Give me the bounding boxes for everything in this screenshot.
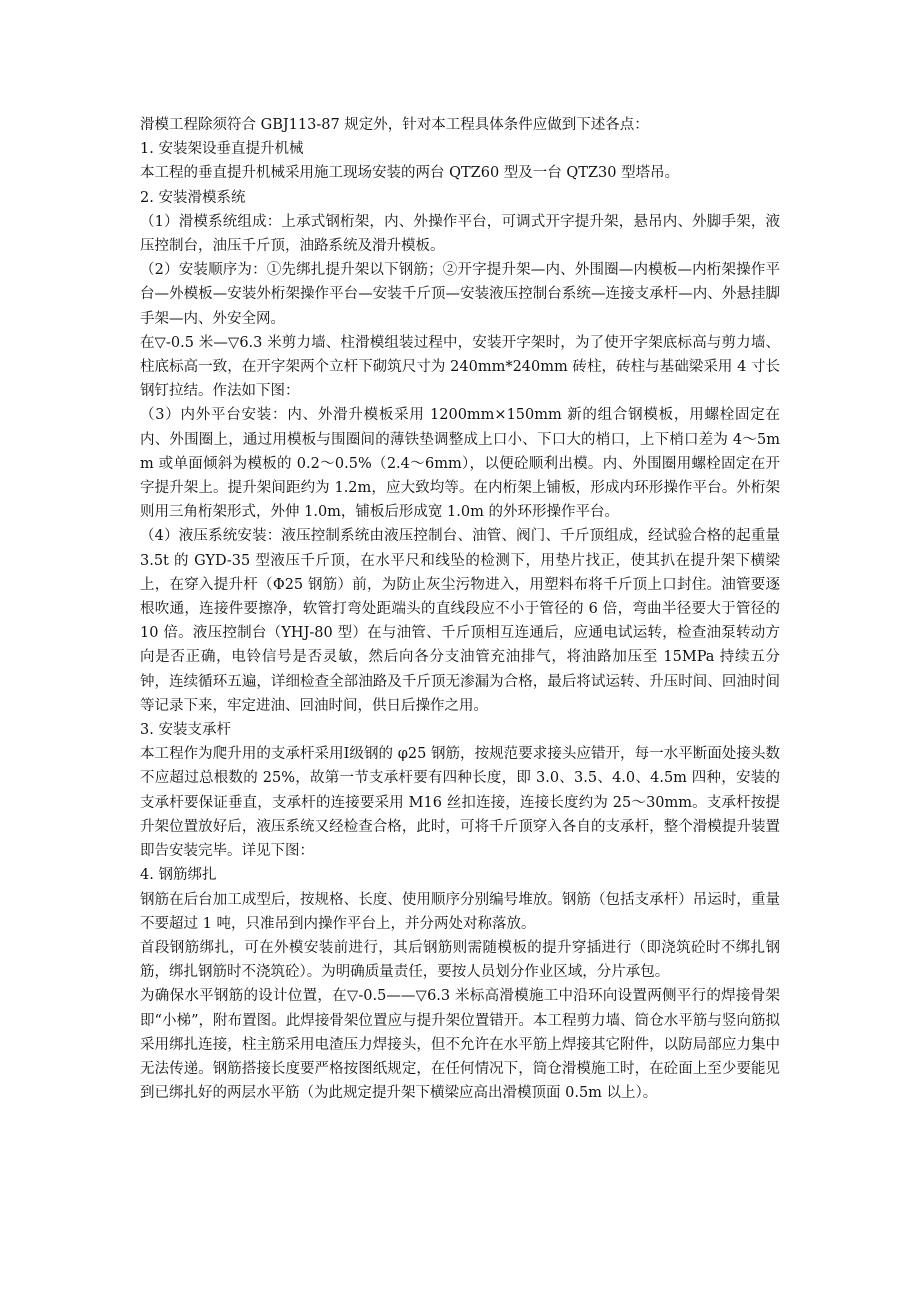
document-body bbox=[140, 113, 780, 1105]
section-2-item-4: （4）液压系统安装：液压控制系统由液压控制台、油管、阀门、千斤顶组成，经试验合格的起重量 3.5t 的 GYD-35 型液压千斤顶，在水平尺和线坠的检测下，用垫片找正，使其扒在提升架下横梁上，在穿入提升杆（Φ25 钢筋）前，为防止灰尘污物进入，用塑料布将千斤顶上口封住。油管要逐根吹通，连接件要擦净，软管打弯处距端头的直线段应不小于管径的 6 倍，弯曲半径要大于管径的 10 倍。液压控制台（YHJ-80 型）在与油管、千斤顶相互连通后，应通电试运转，检查油泵转动方向是否正确，电铃信号是否灵敏，然后向各分支油管充油排气，将油路加压至 15MPa 持续五分钟，连续循环五遍，详细检查全部油路及千斤顶无渗漏为合格，最后将试运转、升压时间、回油时间等记录下来，牢定进油、回油时间，供日后操作之用。 bbox=[140, 528, 780, 714]
section-2-note: 在▽-0.5 米—▽6.3 米剪力墙、柱滑模组装过程中，安装开字架时，为了使开字架底标高与剪力墙、柱底标高一致，在开字架两个立杆下砌筑尺寸为 240mm*240mm 砖柱，砖柱与基础梁采用 4 寸长钢钉拉结。作法如下图： bbox=[140, 334, 780, 400]
section-2-item-3: （3）内外平台安装：内、外滑升模板采用 1200mm×150mm 新的组合钢模板，用螺栓固定在内、外围圈上，通过用模板与围圈间的薄铁垫调整成上口小、下口大的梢口，上下梢口差为 4～5mm 或单面倾斜为模板的 0.2～0.5%（2.4～6mm），以便砼顺利出模。内、外围圈用螺栓固定在开字提升架上。提升架间距约为 1.2m，应大致均等。在内桁架上铺板，形成内环形操作平台。外桁架则用三角桁架形式，外伸 1.0m，铺板后形成宽 1.0m 的外环形操作平台。 bbox=[140, 407, 780, 521]
section-1-paragraph: 本工程的垂直提升机械采用施工现场安装的两台 QTZ60 型及一台 QTZ30 型塔吊。 bbox=[140, 165, 680, 182]
section-2-item-1: （1）滑模系统组成：上承式钢桁架，内、外操作平台，可调式开字提升架，悬吊内、外脚手架，液压控制台，油压千斤顶，油路系统及滑升模板。 bbox=[140, 213, 780, 255]
intro-paragraph: 滑模工程除须符合 GBJ113-87 规定外，针对本工程具体条件应做到下述各点： bbox=[140, 117, 649, 133]
section-4-paragraph-1: 钢筋在后台加工成型后，按规格、长度、使用顺序分别编号堆放。钢筋（包括支承杆）吊运时，重量不要超过 1 吨，只准吊到内操作平台上，并分两处对称落放。 bbox=[140, 891, 780, 932]
section-heading-3: 3. 安装支承杆 bbox=[140, 722, 231, 739]
section-4-paragraph-3: 为确保水平钢筋的设计位置，在▽-0.5——▽6.3 米标高滑模施工中沿环向设置两侧平行的焊接骨架即“小梯”，附布置图。此焊接骨架位置应与提升架位置错开。本工程剪力墙、筒仓水平筋与竖向筋拟采用绑扎连接，柱主筋采用电渣压力焊接头，但不允许在水平筋上焊接其它附件，以防局部应力集中无法传递。钢筋搭接长度要严格按图纸规定，在任何情况下，筒仓滑模施工时，在砼面上至少要能见到已绑扎好的两层水平筋（为此规定提升架下横梁应高出滑模顶面 0.5m 以上）。 bbox=[140, 988, 780, 1102]
section-3-paragraph: 本工程作为爬升用的支承杆采用Ⅰ级钢的 φ25 钢筋，按规范要求接头应错开，每一水平断面处接头数不应超过总根数的 25%，故第一节支承杆要有四种长度，即 3.0、3.5、4.0、4.5m 四种，安装的支承杆要保证垂直，支承杆的连接要采用 M16 丝扣连接，连接长度约为 25～30mm。支承杆按提升架位置放好后，液压系统又经检查合格，此时，可将千斤顶穿入各自的支承杆，整个滑模提升装置即告安装完毕。详见下图： bbox=[140, 746, 780, 860]
section-heading-2: 2. 安装滑模系统 bbox=[140, 189, 246, 206]
section-heading-4: 4. 钢筋绑扎 bbox=[140, 867, 217, 884]
section-heading-1: 1. 安装架设垂直提升机械 bbox=[140, 141, 304, 158]
section-4-paragraph-2: 首段钢筋绑扎，可在外模安装前进行，其后钢筋则需随模板的提升穿插进行（即浇筑砼时不绑扎钢筋，绑扎钢筋时不浇筑砼）。为明确质量责任，要按人员划分作业区域，分片承包。 bbox=[140, 939, 780, 981]
section-2-item-2: （2）安装顺序为：①先绑扎提升架以下钢筋；②开字提升架—内、外围圈—内模板—内桁架操作平台—外模板—安装外桁架操作平台—安装千斤顶—安装液压控制台系统—连接支承杆—内、外悬挂脚手架—内、外安全网。 bbox=[140, 262, 780, 327]
